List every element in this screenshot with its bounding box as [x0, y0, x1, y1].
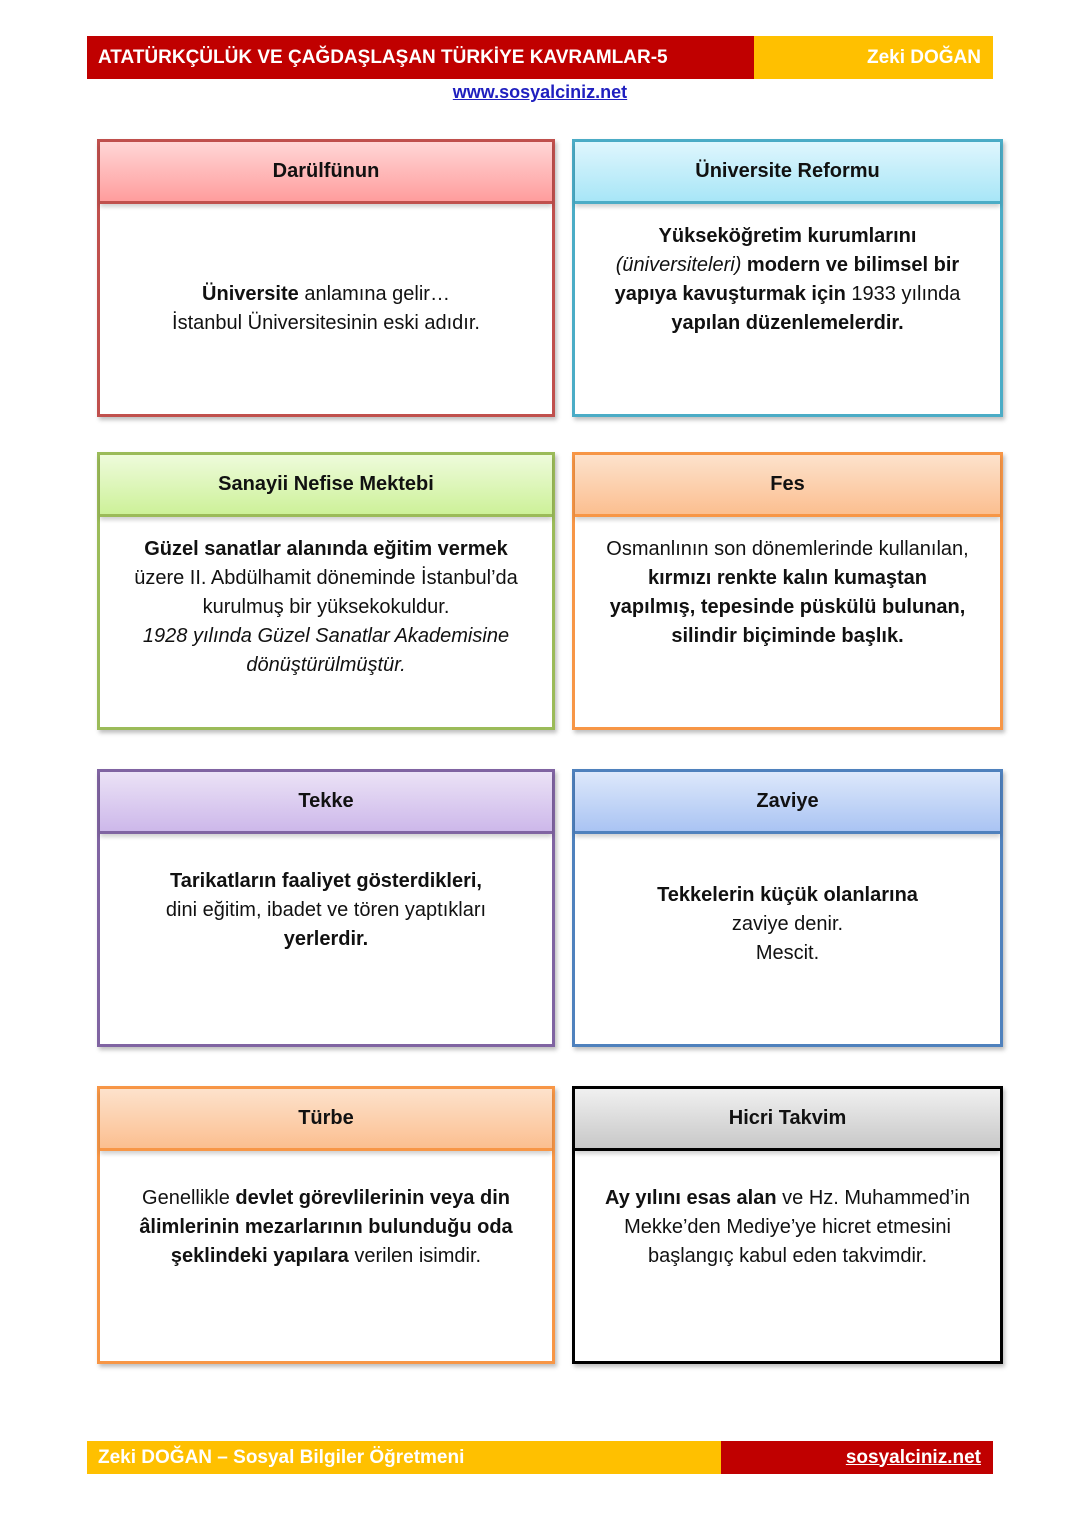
card-body	[575, 834, 1000, 1044]
card-zaviye	[572, 769, 1003, 1047]
card-darulfunun	[97, 139, 555, 417]
card-fes	[572, 452, 1003, 730]
page-footer	[87, 1441, 993, 1474]
card-title: Fes	[575, 455, 1000, 517]
text: anlamına gelir…	[298, 283, 450, 305]
text: Mekke’den Mediye’ye hicret etmesini	[624, 1216, 951, 1238]
text: Mescit.	[755, 942, 820, 964]
card-title: Tekke	[100, 772, 552, 834]
card-hicri-takvim	[572, 1086, 1003, 1364]
card-sanayii-nefise-mektebi	[97, 452, 555, 730]
text-italic: 1928 yılında Güzel Sanatlar Akademisine	[142, 625, 510, 647]
card-title: Hicri Takvim	[575, 1089, 1000, 1151]
text: İstanbul Üniversitesinin eski adıdır.	[172, 312, 480, 334]
card-universite-reformu	[572, 139, 1003, 417]
card-title: Türbe	[100, 1089, 552, 1151]
card-title: Zaviye	[575, 772, 1000, 834]
text-bold: şeklindeki yapılara	[170, 1245, 349, 1267]
footer-author: Zeki DOĞAN – Sosyal Bilgiler Öğretmeni	[87, 1441, 721, 1474]
text: Osmanlının son dönemlerinde kullanılan,	[606, 538, 969, 560]
text-bold: kırmızı renkte kalın kumaştan	[647, 567, 927, 589]
card-title: Üniversite Reformu	[575, 142, 1000, 204]
text: üzere II. Abdülhamit döneminde İstanbul’da	[134, 567, 518, 589]
card-body	[575, 1151, 1000, 1361]
text: verilen isimdir.	[348, 1245, 482, 1267]
header-author: Zeki DOĞAN	[754, 36, 993, 79]
text-bold: Yükseköğretim kurumlarını	[658, 225, 917, 247]
card-title: Darülfünun	[100, 142, 552, 204]
text: 1933 yılında	[845, 283, 961, 305]
card-title: Sanayii Nefise Mektebi	[100, 455, 552, 517]
text-bold: devlet görevlilerinin veya din	[235, 1187, 510, 1209]
card-body	[100, 1151, 552, 1361]
footer-link[interactable]: sosyalciniz.net	[721, 1441, 993, 1474]
text: Genellikle	[142, 1187, 236, 1209]
text-bold: yapılan düzenlemelerdir.	[671, 312, 904, 334]
text-italic: (üniversiteleri)	[615, 254, 742, 276]
text: başlangıç kabul eden takvimdir.	[647, 1245, 928, 1267]
card-body	[100, 517, 552, 727]
text-bold: yapıya kavuşturmak için	[614, 283, 846, 305]
website-link[interactable]: www.sosyalciniz.net	[452, 82, 628, 102]
card-tekke	[97, 769, 555, 1047]
text: dini eğitim, ibadet ve tören yaptıkları	[165, 899, 487, 921]
card-body	[575, 517, 1000, 727]
card-body	[575, 204, 1000, 414]
text-bold: Ay yılını esas alan	[605, 1187, 777, 1209]
text-bold: yapılmış, tepesinde püskülü bulunan,	[609, 596, 966, 618]
text: zaviye denir.	[731, 913, 844, 935]
text: ve Hz. Muhammed’in	[776, 1187, 970, 1209]
text-bold: Tekkelerin küçük olanlarına	[657, 884, 918, 906]
card-turbe	[97, 1086, 555, 1364]
text-italic: dönüştürülmüştür.	[246, 654, 406, 676]
text-bold: yerlerdir.	[283, 928, 369, 950]
header-title: ATATÜRKÇÜLÜK VE ÇAĞDAŞLAŞAN TÜRKİYE KAVRAMLAR-5	[87, 36, 754, 79]
text: kurulmuş bir yüksekokuldur.	[202, 596, 450, 618]
text-bold: Üniversite	[202, 283, 299, 305]
text-bold: modern ve bilimsel bir	[741, 254, 960, 276]
text-bold: âlimlerinin mezarlarının bulunduğu oda	[139, 1216, 513, 1238]
text-bold: silindir biçiminde başlık.	[671, 625, 904, 647]
text-bold: Tarikatların faaliyet gösterdikleri,	[170, 870, 482, 892]
card-body	[100, 204, 552, 414]
page-header	[87, 36, 993, 79]
text-bold: Güzel sanatlar alanında eğitim vermek	[144, 538, 508, 560]
card-body	[100, 834, 552, 1044]
